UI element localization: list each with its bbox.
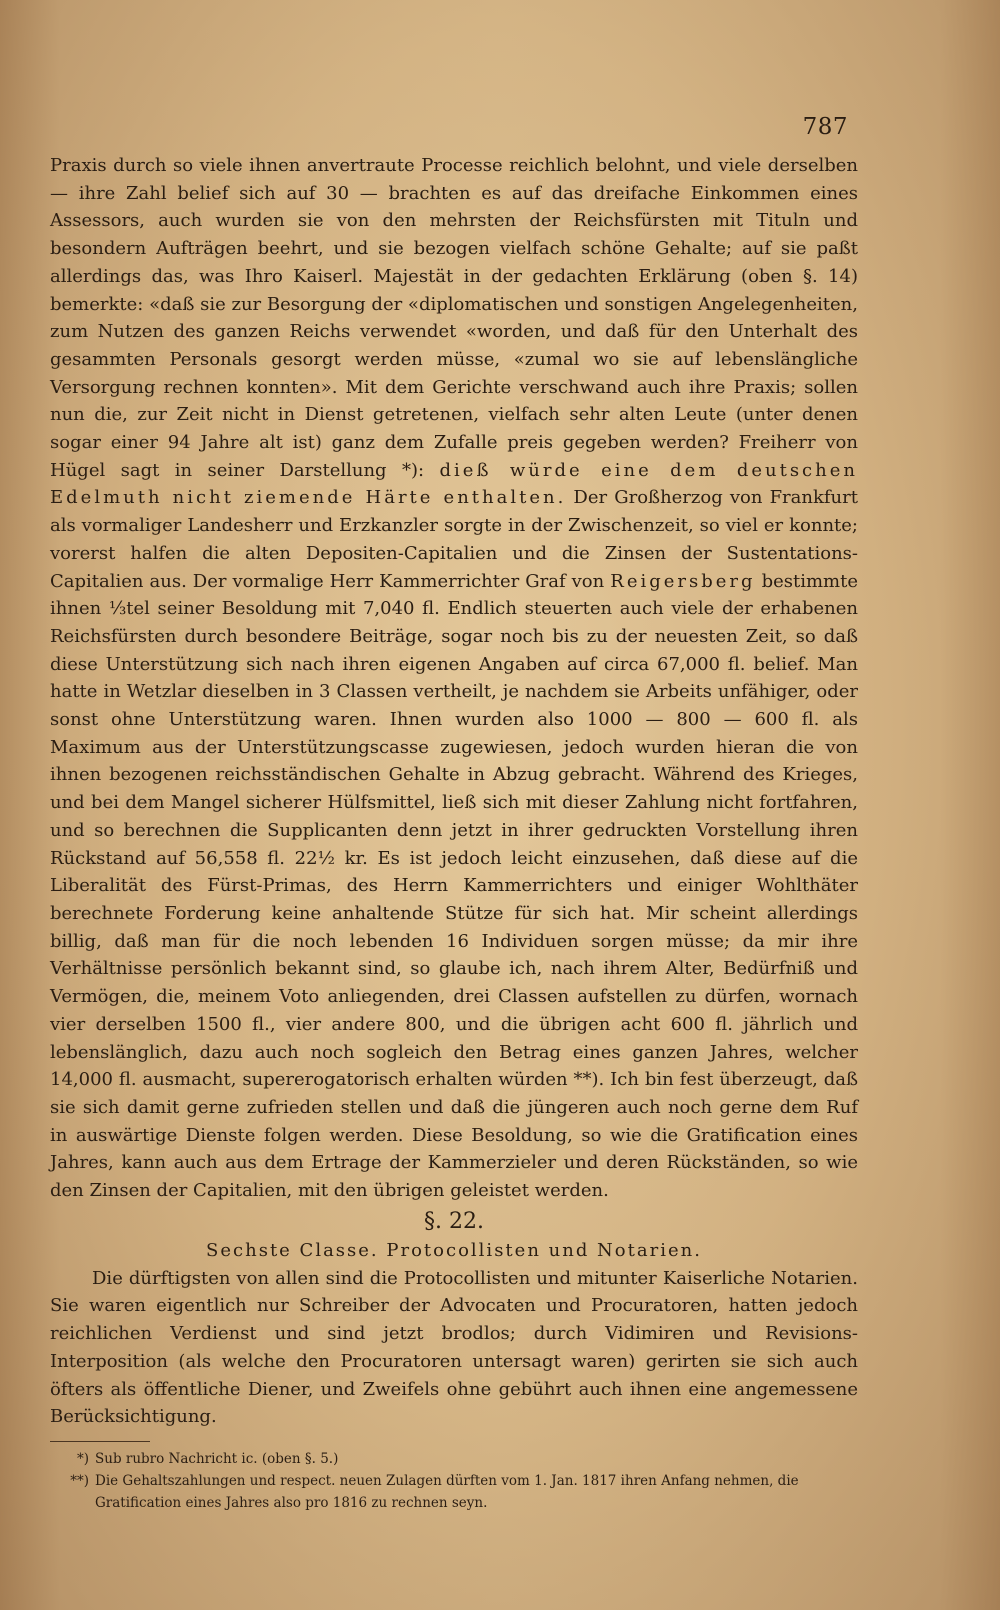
body-paragraph: Die dürftigsten von allen sind die Protocollisten und mitunter Kaiserliche Notarien. Sie waren eigentlich nur Schreiber der Advocaten und Procuratoren, hatten jedoch reichlichen Verdienst und sind jetzt brodlos; durch Vidimiren und Revisions-Interposition (als welche den Procuratoren untersagt waren) gerirten sie sich auch öfters als öffentliche Diener, und Zweifels ohne gebührt auch ihnen eine angemessene Berücksichtigung. [50, 1267, 858, 1428]
footnotes [50, 1448, 858, 1514]
main-text-block [50, 152, 858, 1514]
page-number: 787 [802, 114, 848, 140]
emphasized-name: Reigersberg [610, 570, 756, 592]
paragraph-text: Der Großherzog von Frankfurt als vormaliger Landesherr und Erzkanzler sorgte in der Zwischenzeit, so viel er konnte; vorerst halfen die alten Depositen-Capitalien und die Zinsen der Sustentations-Capitalien aus. Der vormalige Herr Kammerrichter Graf von [50, 487, 858, 592]
footnote-mark: *) [76, 1450, 89, 1467]
footnote [50, 1470, 858, 1492]
footnote-divider [50, 1441, 150, 1442]
paragraph-text: bestimmte ihnen ⅓tel seiner Besoldung mit 7,040 fl. Endlich steuerten auch viele der erhabenen Reichsfürsten durch besondere Beiträge, sogar noch bis zu der neuesten Zeit, so daß diese Unterstützung sich nach ihren eigenen Angaben auf circa 67,000 fl. belief. Man hatte in Wetzlar dieselben in 3 Classen vertheilt, je nachdem sie Arbeits unfähiger, oder sonst ohne Unterstützung waren. Ihnen wurden also 1000 — 800 — 600 fl. als Maximum aus der Unterstützungscasse zugewiesen, jedoch wurden hieran die von ihnen bezogenen reichsständischen Gehalte in Abzug gebracht. Während des Krieges, und bei dem Mangel sicherer Hülfsmittel, ließ sich mit dieser Zahlung nicht fortfahren, und so berechnen die Supplicanten denn jetzt in ihrer gedruckten Vorstellung ihren Rückstand auf 56,558 fl. 22½ kr. Es ist jedoch leicht einzusehen, daß diese auf die Liberalität des Fürst-Primas, des Herrn Kammerrichters und einiger Wohlthäter berechnete Forderung keine anhaltende Stütze für sich hat. Mir scheint allerdings billig, daß man für die noch lebenden 16 Individuen sorgen müsse; da mir ihre Verhältnisse persönlich bekannt sind, so glaube ich, nach ihrem Alter, Bedürfniß und Vermögen, die, meinem Voto anliegenden, drei Classen aufstellen zu dürfen, wornach vier derselben 1500 fl., vier andere 800, und die übrigen acht 600 fl. jährlich und lebenslänglich, dazu auch noch sogleich den Betrag eines ganzen Jahres, welcher 14,000 fl. ausmacht, supererogatorisch erhalten würden **). Ich bin fest überzeugt, daß sie sich damit gerne zufrieden stellen und daß die jüngeren auch noch gerne dem Ruf in auswärtige Dienste folgen werden. Diese Besoldung, so wie die Gratification eines Jahres, kann auch aus dem Ertrage der Kammerzieler und deren Rückständen, so wie den Zinsen der Capitalien, mit den übrigen geleistet werden. [50, 570, 858, 1202]
footnote-mark: **) [70, 1472, 89, 1489]
body-paragraph [50, 152, 858, 1205]
footnote [50, 1448, 858, 1470]
emphasized-quote: dieß würde eine dem deutschen Edelmuth nicht ziemende Härte enthalten. [50, 459, 858, 509]
section-title: Sechste Classe. Protocollisten und Notarien. [206, 1239, 702, 1261]
footnote-text: Sub rubro Nachricht ic. (oben §. 5.) [95, 1450, 339, 1467]
footnote-text: Die Gehaltszahlungen und respect. neuen Zulagen dürften vom 1. Jan. 1817 ihren Anfang nehmen, die [95, 1472, 799, 1489]
section-number: §. 22. [424, 1208, 484, 1234]
footnote-continuation: Gratification eines Jahres also pro 1816 zu rechnen seyn. [95, 1494, 488, 1511]
paragraph-text: Praxis durch so viele ihnen anvertraute Processe reichlich belohnt, und viele derselben — ihre Zahl belief sich auf 30 — brachten es auf das dreifache Einkommen eines Assessors, auch wurden sie von den mehrsten der Reichsfürsten mit Tituln und besondern Aufträgen beehrt, und sie bezogen vielfach schöne Gehalte; auf sie paßt allerdings das, was Ihro Kaiserl. Majestät in der gedachten Erklärung (oben §. 14) bemerkte: «daß sie zur Besorgung der «diplomatischen und sonstigen Angelegenheiten, zum Nutzen des ganzen Reichs verwendet «worden, und daß für den Unterhalt des gesammten Personals gesorgt werden müsse, «zumal wo sie auf lebenslängliche Versorgung rechnen konnten». Mit dem Gerichte verschwand auch ihre Praxis; sollen nun die, zur Zeit nicht in Dienst getretenen, vielfach sehr alten Leute (unter denen sogar einer 94 Jahre alt ist) ganz dem Zufalle preis gegeben werden? Freiherr von Hügel sagt in seiner Darstellung *): [50, 155, 858, 481]
